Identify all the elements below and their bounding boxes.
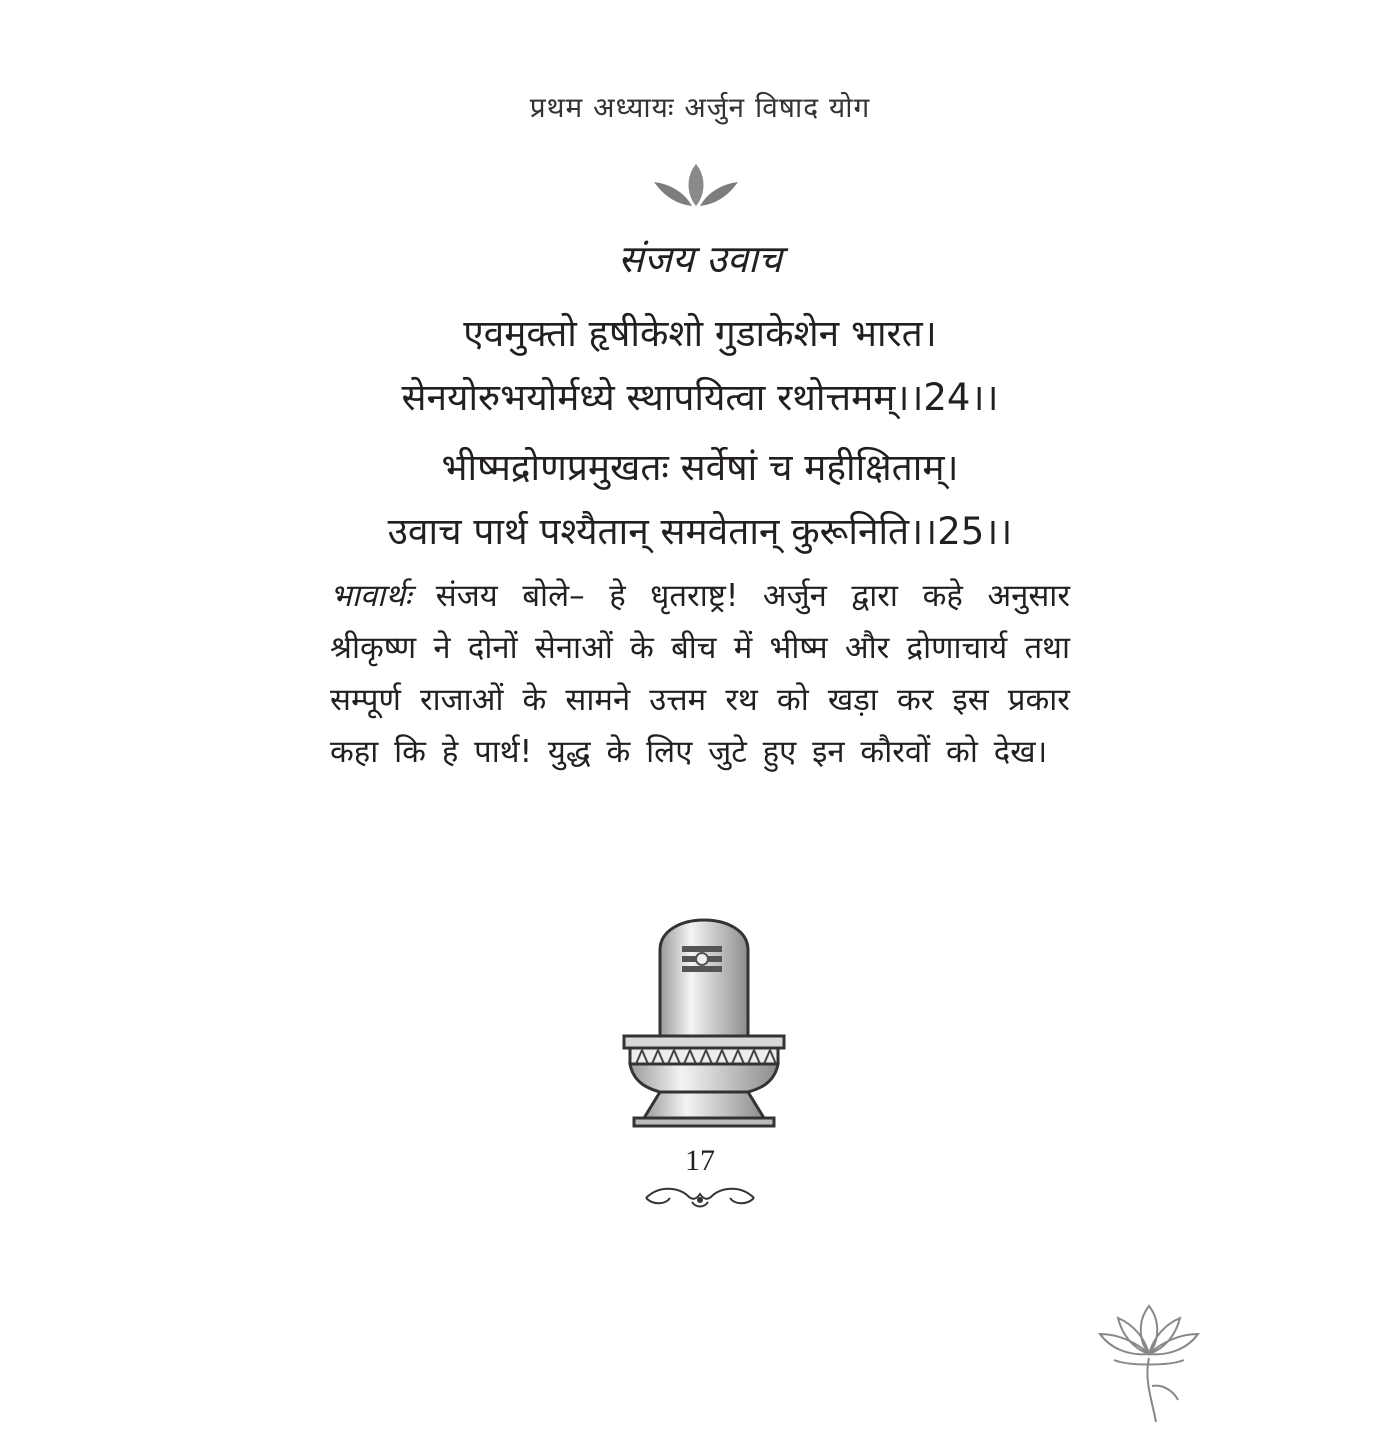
meaning-paragraph — [330, 570, 1070, 778]
meaning-text: संजय बोले– हे धृतराष्ट्र! अर्जुन द्वारा कहे अनुसार श्रीकृष्ण ने दोनों सेनाओं के बीच में भीष्म और द्रोणाचार्य तथा सम्पूर्ण राजाओं के सामने उत्तम रथ को खड़ा कर इस प्रकार कहा कि हे पार्थ! युद्ध के लिए जुटे हुए इन कौरवों को देख। — [330, 578, 1071, 770]
shivling-icon — [614, 900, 794, 1130]
verse-24 — [0, 302, 1400, 430]
running-header: प्रथम अध्यायः अर्जुन विषाद योग — [529, 91, 871, 124]
meaning-label: भावार्थः — [330, 578, 412, 614]
verse-24-line-2: सेनयोरुभयोर्मध्ये स्थापयित्वा रथोत्तमम्।।24।। — [401, 376, 999, 419]
flourish-icon — [640, 1180, 760, 1214]
verse-24-line-1: एवमुक्तो हृषीकेशो गुडाकेशेन भारत। — [463, 312, 937, 355]
verse-25 — [0, 436, 1400, 564]
verse-25-line-1: भीष्मद्रोणप्रमुखतः सर्वेषां च महीक्षिताम्। — [441, 446, 959, 489]
verse-25-line-2: उवाच पार्थ पश्यैतान् समवेतान् कुरूनिति।।25।। — [387, 510, 1013, 553]
page-number: 17 — [685, 1144, 715, 1177]
leaf-ornament-icon — [646, 160, 746, 212]
lotus-icon — [1094, 1296, 1204, 1426]
speaker-heading: संजय उवाच — [618, 237, 782, 281]
